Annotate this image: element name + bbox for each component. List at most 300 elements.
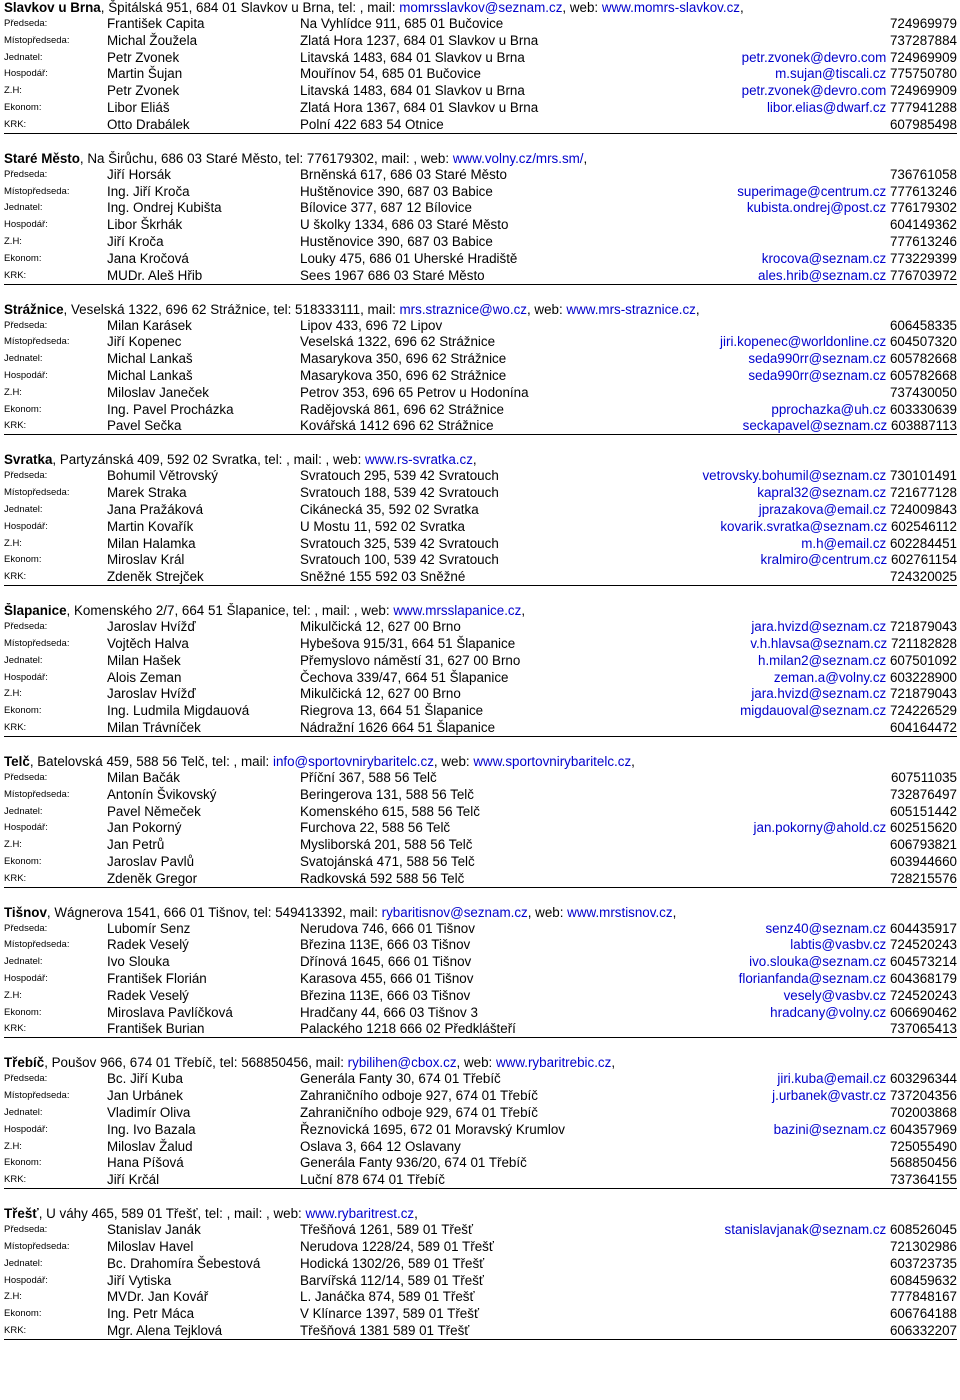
officer-list: [4, 770, 957, 888]
officer-name: Milan Trávníček: [107, 719, 201, 735]
officer-role: Z.H:: [4, 1140, 22, 1152]
officer-email-link[interactable]: jiri.kuba@email.cz: [777, 1071, 887, 1087]
officer-row: [4, 468, 957, 485]
officer-name: Marek Straka: [107, 485, 187, 501]
branch-mail-link[interactable]: momrsslavkov@seznam.cz: [399, 0, 563, 15]
officer-row: [4, 519, 957, 536]
officer-name: Otto Drabálek: [107, 116, 190, 132]
officer-role: Předseda:: [4, 470, 48, 482]
officer-row: [4, 670, 957, 687]
officer-contact: [890, 385, 957, 402]
officer-row: [4, 937, 957, 954]
officer-phone: 603228900: [889, 669, 957, 685]
officer-row: [4, 1289, 957, 1306]
branch-mail-link[interactable]: mrs.straznice@wo.cz: [399, 301, 527, 317]
officer-row: [4, 653, 957, 670]
branch-web-label: , web:: [456, 1055, 496, 1071]
officer-contact: [890, 1139, 957, 1156]
officer-role: Ekonom:: [4, 1006, 42, 1018]
officer-name: Milan Halamka: [107, 535, 196, 551]
officer-contact: [747, 200, 957, 217]
branch-web-link[interactable]: www.mrs-straznice.cz: [566, 301, 696, 317]
officer-address: Zahraničního odboje 927, 674 01 Třebíč: [300, 1088, 538, 1104]
officer-role: Ekonom:: [4, 705, 42, 717]
branch-header: [4, 1055, 957, 1071]
officer-role: Ekonom:: [4, 403, 42, 415]
officer-role: Hospodář:: [4, 671, 48, 683]
officer-name: Alois Zeman: [107, 669, 182, 685]
officer-email-link[interactable]: hradcany@volny.cz: [770, 1004, 887, 1020]
officer-phone: 603944660: [889, 853, 957, 869]
officer-name: Bc. Jiří Kuba: [107, 1071, 183, 1087]
officer-phone: 603887113: [890, 418, 957, 434]
officer-list: [4, 468, 957, 586]
officer-address: Kovářská 1412 696 62 Strážnice: [300, 418, 494, 434]
officer-row: [4, 251, 957, 268]
officer-name: Ing. Pavel Procházka: [107, 401, 234, 417]
officer-contact: [891, 770, 957, 787]
officer-email-link[interactable]: kubista.ondrej@post.cz: [746, 200, 887, 216]
officer-address: Barvířská 112/14, 589 01 Třešť: [300, 1272, 484, 1288]
officer-role: Předseda:: [4, 18, 48, 29]
branch-web-link[interactable]: www.rybaritrest.cz: [305, 1206, 415, 1222]
officer-role: Jednatel:: [4, 1257, 43, 1269]
officer-address: Řeznovická 1695, 672 01 Moravský Krumlov: [300, 1121, 565, 1137]
officer-role: Předseda:: [4, 1073, 48, 1085]
officer-name: Ing. Ivo Bazala: [107, 1121, 196, 1137]
officer-contact: [890, 217, 957, 234]
officer-email-link[interactable]: ales.hrib@seznam.cz: [758, 267, 887, 283]
officer-contact: [890, 569, 957, 586]
branch-block: [4, 452, 957, 586]
branch-name: Staré Město: [4, 150, 80, 166]
officer-address: Svratouch 325, 539 42 Svratouch: [300, 535, 499, 551]
officer-contact: [720, 334, 957, 351]
officer-name: Jan Petrů: [107, 837, 165, 853]
officer-email-link[interactable]: seda990rr@seznam.cz: [748, 367, 887, 383]
officer-contact: [890, 1172, 957, 1189]
officer-address: Třešňová 1261, 589 01 Třešť: [300, 1222, 474, 1238]
officer-phone: 777613246: [889, 233, 957, 249]
officer-phone: 607501092: [889, 652, 957, 668]
officer-email-link[interactable]: vetrovsky.bohumil@seznam.cz: [702, 468, 887, 484]
officer-address: Radějovská 861, 696 62 Strážnice: [300, 401, 504, 417]
officer-contact: [890, 234, 957, 251]
officer-contact: [749, 954, 957, 971]
officer-phone: 725055490: [889, 1138, 957, 1154]
branch-name: Strážnice: [4, 301, 64, 317]
officer-email-link[interactable]: kralmiro@centrum.cz: [760, 552, 888, 568]
officer-contact: [725, 1222, 957, 1239]
officer-row: [4, 686, 957, 703]
officer-contact: [890, 1273, 957, 1290]
officer-row: [4, 117, 957, 134]
branch-web-link[interactable]: www.mrstisnov.cz: [567, 904, 673, 920]
branch-address: , Veselská 1322, 696 62 Strážnice, tel: 518333111, mail:: [63, 301, 400, 317]
officer-phone: 773229399: [889, 250, 957, 266]
officer-phone: 721879043: [889, 619, 957, 635]
officer-email-link[interactable]: senz40@seznam.cz: [765, 920, 887, 936]
officer-phone: 721182828: [890, 635, 957, 651]
officer-role: Jednatel:: [4, 956, 43, 968]
officer-phone: 730101491: [889, 468, 957, 484]
branch-address: , Poušov 966, 674 01 Třebíč, tel: 568850456, mail:: [44, 1055, 348, 1071]
officer-email-link[interactable]: petr.zvonek@devro.com: [741, 83, 887, 99]
officer-address: Zlatá Hora 1367, 684 01 Slavkov u Brna: [300, 99, 539, 115]
officer-phone: 721879043: [889, 686, 957, 702]
officer-contact: [784, 988, 957, 1005]
officer-name: Stanislav Janák: [107, 1222, 201, 1238]
officer-email-link[interactable]: libor.elias@dwarf.cz: [766, 99, 887, 115]
officer-name: Miloslav Havel: [107, 1239, 194, 1255]
officer-role: Místopředseda:: [4, 185, 70, 197]
branch-header: [4, 1206, 957, 1222]
officer-phone: 607985498: [889, 116, 957, 132]
officer-role: Ekonom:: [4, 1308, 42, 1320]
officer-role: Předseda:: [4, 168, 48, 180]
officer-address: Třešňová 1381 589 01 Třešť: [300, 1323, 470, 1339]
officer-phone: 777941288: [889, 99, 957, 115]
officer-phone: 604149362: [889, 217, 957, 233]
officer-email-link[interactable]: stanislavjanak@seznam.cz: [724, 1222, 887, 1238]
officer-name: Jiří Kopenec: [107, 334, 182, 350]
officer-row: [4, 1323, 957, 1340]
officer-list: [4, 1222, 957, 1340]
officer-row: [4, 418, 957, 435]
officer-contact: [890, 33, 957, 50]
officer-contact: [774, 670, 957, 687]
officer-email-link[interactable]: pprochazka@uh.cz: [771, 401, 887, 417]
officer-row: [4, 619, 957, 636]
branch-header: [4, 0, 957, 16]
officer-role: Hospodář:: [4, 1274, 48, 1286]
officer-role: Z.H:: [4, 235, 22, 247]
officer-row: [4, 804, 957, 821]
officer-email-link[interactable]: vesely@vasbv.cz: [783, 987, 887, 1003]
officer-address: Na Vyhlídce 911, 685 01 Bučovice: [300, 16, 504, 31]
officer-role: Jednatel:: [4, 51, 43, 63]
officer-email-link[interactable]: m.sujan@tiscali.cz: [775, 66, 887, 82]
officer-contact: [890, 787, 957, 804]
officer-row: [4, 1139, 957, 1156]
officer-email-link[interactable]: j.urbanek@vastr.cz: [772, 1088, 887, 1104]
officer-role: Z.H:: [4, 386, 22, 398]
officer-contact: [743, 418, 957, 435]
officer-role: Hospodář:: [4, 822, 48, 834]
officer-name: Ing. Ondrej Kubišta: [107, 200, 222, 216]
officer-email-link[interactable]: krocova@seznam.cz: [761, 250, 887, 266]
officer-contact: [774, 1122, 957, 1139]
officer-role: KRK:: [4, 721, 27, 733]
officer-role: Hospodář:: [4, 520, 48, 532]
officer-email-link[interactable]: petr.zvonek@devro.com: [741, 49, 887, 65]
officer-name: Martin Kovařík: [107, 518, 194, 534]
officer-row: [4, 536, 957, 553]
branch-web-link[interactable]: www.momrs-slavkov.cz: [601, 0, 740, 15]
officer-phone: 728215576: [889, 870, 957, 886]
officer-email-link[interactable]: seckapavel@seznam.cz: [742, 418, 888, 434]
officer-address: Palackého 1218 666 02 Předklášteří: [300, 1021, 516, 1037]
branch-mail-link[interactable]: rybaritisnov@seznam.cz: [381, 904, 528, 920]
officer-name: Jiří Krčál: [107, 1172, 160, 1188]
officer-address: Hustěnovice 390, 687 03 Babice: [300, 233, 493, 249]
officer-name: Antonín Švikovský: [107, 786, 217, 802]
officer-phone: 737287884: [889, 32, 957, 48]
officer-role: Jednatel:: [4, 805, 43, 817]
branch-name: Tišnov: [4, 904, 47, 920]
officer-role: Jednatel:: [4, 503, 43, 515]
officer-role: Z.H:: [4, 85, 22, 97]
officer-phone: 604357969: [889, 1121, 957, 1137]
officer-name: Petr Zvonek: [107, 49, 180, 65]
officer-phone: 604164472: [889, 719, 957, 735]
officer-email-link[interactable]: seda990rr@seznam.cz: [748, 351, 887, 367]
branch-header-tail: ,: [583, 150, 588, 166]
officer-email-link[interactable]: florianfanda@seznam.cz: [738, 971, 887, 987]
officer-email-link[interactable]: h.milan2@seznam.cz: [758, 652, 887, 668]
officer-phone: 777613246: [889, 183, 957, 199]
officer-contact: [767, 100, 957, 117]
officer-role: Z.H:: [4, 688, 22, 700]
branch-web-label: , web:: [562, 0, 602, 15]
branch-web-link[interactable]: www.sportovnirybaritelc.cz: [473, 753, 632, 769]
officer-contact: [702, 468, 957, 485]
branch-web-link[interactable]: www.volny.cz/mrs.sm/: [452, 150, 584, 166]
officer-contact: [890, 837, 957, 854]
officer-phone: 607511035: [890, 769, 957, 785]
officer-address: Sněžné 155 592 03 Sněžné: [300, 569, 466, 585]
officer-row: [4, 954, 957, 971]
branch-header-tail: ,: [739, 0, 744, 15]
officer-role: Ekonom:: [4, 252, 42, 264]
officer-row: [4, 184, 957, 201]
officer-row: [4, 351, 957, 368]
officer-name: Lubomír Senz: [107, 920, 191, 936]
officer-row: [4, 1172, 957, 1189]
officer-phone: 608459632: [889, 1272, 957, 1288]
branch-header: [4, 603, 957, 619]
officer-email-link[interactable]: ivo.slouka@seznam.cz: [749, 954, 887, 970]
officer-phone: 721302986: [889, 1239, 957, 1255]
officer-email-link[interactable]: jara.hvizd@seznam.cz: [751, 619, 887, 635]
branch-mail-link[interactable]: info@sportovnirybaritelc.cz: [272, 753, 434, 769]
officer-email-link[interactable]: jan.pokorny@ahold.cz: [753, 820, 887, 836]
officer-row: [4, 720, 957, 737]
branch-block: [4, 754, 957, 888]
officer-row: [4, 1021, 957, 1038]
officer-row: [4, 837, 957, 854]
officer-address: Cikánecká 35, 592 02 Svratka: [300, 501, 479, 517]
officer-role: Místopředseda:: [4, 939, 70, 951]
officer-email-link[interactable]: labtis@vasbv.cz: [790, 937, 887, 953]
officer-address: Louky 475, 686 01 Uherské Hradiště: [300, 250, 518, 266]
officer-role: Předseda:: [4, 771, 48, 783]
officer-contact: [890, 854, 957, 871]
officer-address: Mikulčická 12, 627 00 Brno: [300, 619, 461, 635]
officer-phone: 604368179: [889, 971, 957, 987]
officer-row: [4, 787, 957, 804]
branch-mail-link[interactable]: rybilihen@cbox.cz: [347, 1055, 457, 1071]
officer-row: [4, 200, 957, 217]
officer-phone: 606690462: [889, 1004, 957, 1020]
officer-phone: 724969909: [889, 49, 957, 65]
officer-name: František Burian: [107, 1021, 205, 1037]
officer-name: Jana Pražáková: [107, 501, 204, 517]
officer-phone: 606332207: [889, 1323, 957, 1339]
officer-name: Petr Zvonek: [107, 83, 180, 99]
officer-contact: [890, 167, 957, 184]
officer-name: Vladimír Oliva: [107, 1105, 191, 1121]
officer-phone: 702003868: [889, 1105, 957, 1121]
officer-row: [4, 167, 957, 184]
officer-phone: 776703972: [889, 267, 957, 283]
officer-role: Hospodář:: [4, 68, 48, 80]
officer-name: Mgr. Alena Tejklová: [107, 1323, 223, 1339]
officer-contact: [890, 1155, 957, 1172]
officer-role: Místopředseda:: [4, 336, 70, 348]
officer-address: Mouřínov 54, 685 01 Bučovice: [300, 66, 481, 82]
officer-contact: [890, 871, 957, 888]
officer-phone: 776179302: [889, 200, 957, 216]
branch-header-tail: ,: [521, 603, 526, 619]
officer-role: Jednatel:: [4, 202, 43, 214]
officer-role: Místopředseda:: [4, 34, 70, 46]
officer-row: [4, 1222, 957, 1239]
officer-address: Polní 422 683 54 Otnice: [300, 116, 444, 132]
officer-email-link[interactable]: zeman.a@volny.cz: [773, 669, 887, 685]
branch-header: [4, 151, 957, 167]
officer-name: Milan Hašek: [107, 652, 181, 668]
officer-address: Veselská 1322, 696 62 Strážnice: [300, 334, 496, 350]
officer-name: Milan Bačák: [107, 769, 180, 785]
officer-address: Mikulčická 12, 627 00 Brno: [300, 686, 461, 702]
officer-role: Předseda:: [4, 922, 48, 934]
officer-phone: 724009843: [889, 501, 957, 517]
officer-email-link[interactable]: jprazakova@email.cz: [758, 501, 887, 517]
officer-email-link[interactable]: jara.hvizd@seznam.cz: [751, 686, 887, 702]
officer-name: Jaroslav Hvížď: [107, 686, 196, 702]
officer-phone: 603296344: [889, 1071, 957, 1087]
officer-phone: 724320025: [889, 569, 957, 585]
officer-phone: 606793821: [889, 837, 957, 853]
officer-name: MVDr. Jan Kovář: [107, 1289, 209, 1305]
officer-address: Čechova 339/47, 664 51 Šlapanice: [300, 669, 509, 685]
officer-email-link[interactable]: migdauoval@seznam.cz: [740, 703, 887, 719]
officer-email-link[interactable]: kovarik.svratka@seznam.cz: [720, 518, 888, 534]
officer-row: [4, 1239, 957, 1256]
officer-email-link[interactable]: jiri.kopenec@worldonline.cz: [720, 334, 887, 350]
officer-email-link[interactable]: kapral32@seznam.cz: [757, 485, 887, 501]
officer-address: Generála Fanty 30, 674 01 Třebíč: [300, 1071, 501, 1087]
officer-role: Místopředseda:: [4, 637, 70, 649]
officer-address: Masarykova 350, 696 62 Strážnice: [300, 351, 507, 367]
officer-address: Příční 367, 588 56 Telč: [300, 769, 437, 785]
branch-address: , Partyzánská 409, 592 02 Svratka, tel: , mail: , web:: [52, 452, 366, 468]
officer-row: [4, 1155, 957, 1172]
officer-row: [4, 318, 957, 335]
officer-name: Miroslav Král: [107, 552, 185, 568]
officer-role: KRK:: [4, 571, 27, 583]
officer-phone: 602515620: [889, 820, 957, 836]
branch-web-link[interactable]: www.mrsslapanice.cz: [393, 603, 522, 619]
officer-contact: [737, 184, 957, 201]
officer-role: KRK:: [4, 118, 27, 130]
officer-address: Nerudova 1228/24, 589 01 Třešť: [300, 1239, 494, 1255]
officer-role: Z.H:: [4, 989, 22, 1001]
branch-address: , Wágnerova 1541, 666 01 Tišnov, tel: 549413392, mail:: [46, 904, 382, 920]
officer-address: Litavská 1483, 684 01 Slavkov u Brna: [300, 83, 525, 99]
officer-row: [4, 50, 957, 67]
officer-role: Předseda:: [4, 621, 48, 633]
branch-block: [4, 905, 957, 1039]
branch-block: [4, 603, 957, 737]
branch-name: Třešť: [4, 1206, 39, 1222]
branch-web-label: , web:: [433, 753, 474, 769]
officer-name: Jiří Kroča: [107, 233, 164, 249]
officer-row: [4, 1256, 957, 1273]
officer-role: Jednatel:: [4, 1107, 43, 1119]
officer-address: Luční 878 674 01 Třebíč: [300, 1172, 445, 1188]
officer-contact: [770, 1005, 957, 1022]
officer-address: Nádražní 1626 664 51 Šlapanice: [300, 719, 496, 735]
officer-email-link[interactable]: m.h@email.cz: [801, 535, 887, 551]
officer-name: Ing. Petr Máca: [107, 1306, 195, 1322]
officer-email-link[interactable]: superimage@centrum.cz: [737, 183, 887, 199]
officer-role: Místopředseda:: [4, 1241, 70, 1253]
officer-row: [4, 334, 957, 351]
officer-row: [4, 268, 957, 285]
officer-email-link[interactable]: v.h.hlavsa@seznam.cz: [750, 635, 888, 651]
officer-address: Mysliborská 201, 588 56 Telč: [300, 837, 473, 853]
officer-email-link[interactable]: bazini@seznam.cz: [773, 1121, 887, 1137]
officer-row: [4, 1306, 957, 1323]
officer-contact: [740, 703, 957, 720]
officer-role: KRK:: [4, 1174, 27, 1186]
branch-name: Telč: [4, 753, 30, 769]
officer-row: [4, 502, 957, 519]
officer-address: Karasova 455, 666 01 Tišnov: [300, 971, 474, 987]
officer-address: Sees 1967 686 03 Staré Město: [300, 267, 485, 283]
officer-row: [4, 770, 957, 787]
officer-row: [4, 569, 957, 586]
officer-address: U Mostu 11, 592 02 Svratka: [300, 518, 465, 534]
officer-role: Ekonom:: [4, 855, 42, 867]
officer-row: [4, 234, 957, 251]
branch-header-tail: ,: [414, 1206, 418, 1222]
officer-name: Miloslav Žalud: [107, 1138, 193, 1154]
officer-address: Hybešova 915/31, 664 51 Šlapanice: [300, 635, 516, 651]
officer-phone: 603330639: [889, 401, 957, 417]
branch-header: [4, 754, 957, 770]
officer-role: Z.H:: [4, 1291, 22, 1303]
branch-web-link[interactable]: www.rs-svratka.cz: [365, 452, 473, 468]
officer-row: [4, 83, 957, 100]
officer-address: Lipov 433, 696 72 Lipov: [300, 317, 443, 333]
officer-phone: 604573214: [889, 954, 957, 970]
branch-web-link[interactable]: www.rybaritrebic.cz: [495, 1055, 612, 1071]
officer-role: Ekonom:: [4, 101, 42, 113]
officer-role: Hospodář:: [4, 973, 48, 985]
officer-name: Radek Veselý: [107, 987, 189, 1003]
officer-contact: [775, 66, 957, 83]
officer-name: Libor Škrhák: [107, 217, 183, 233]
officer-row: [4, 921, 957, 938]
officer-name: Ing. Jiří Kroča: [107, 183, 190, 199]
officer-list: [4, 167, 957, 285]
officer-row: [4, 971, 957, 988]
branch-address: , Batelovská 459, 588 56 Telč, tel: , mail:: [29, 753, 273, 769]
branch-header: [4, 302, 957, 318]
